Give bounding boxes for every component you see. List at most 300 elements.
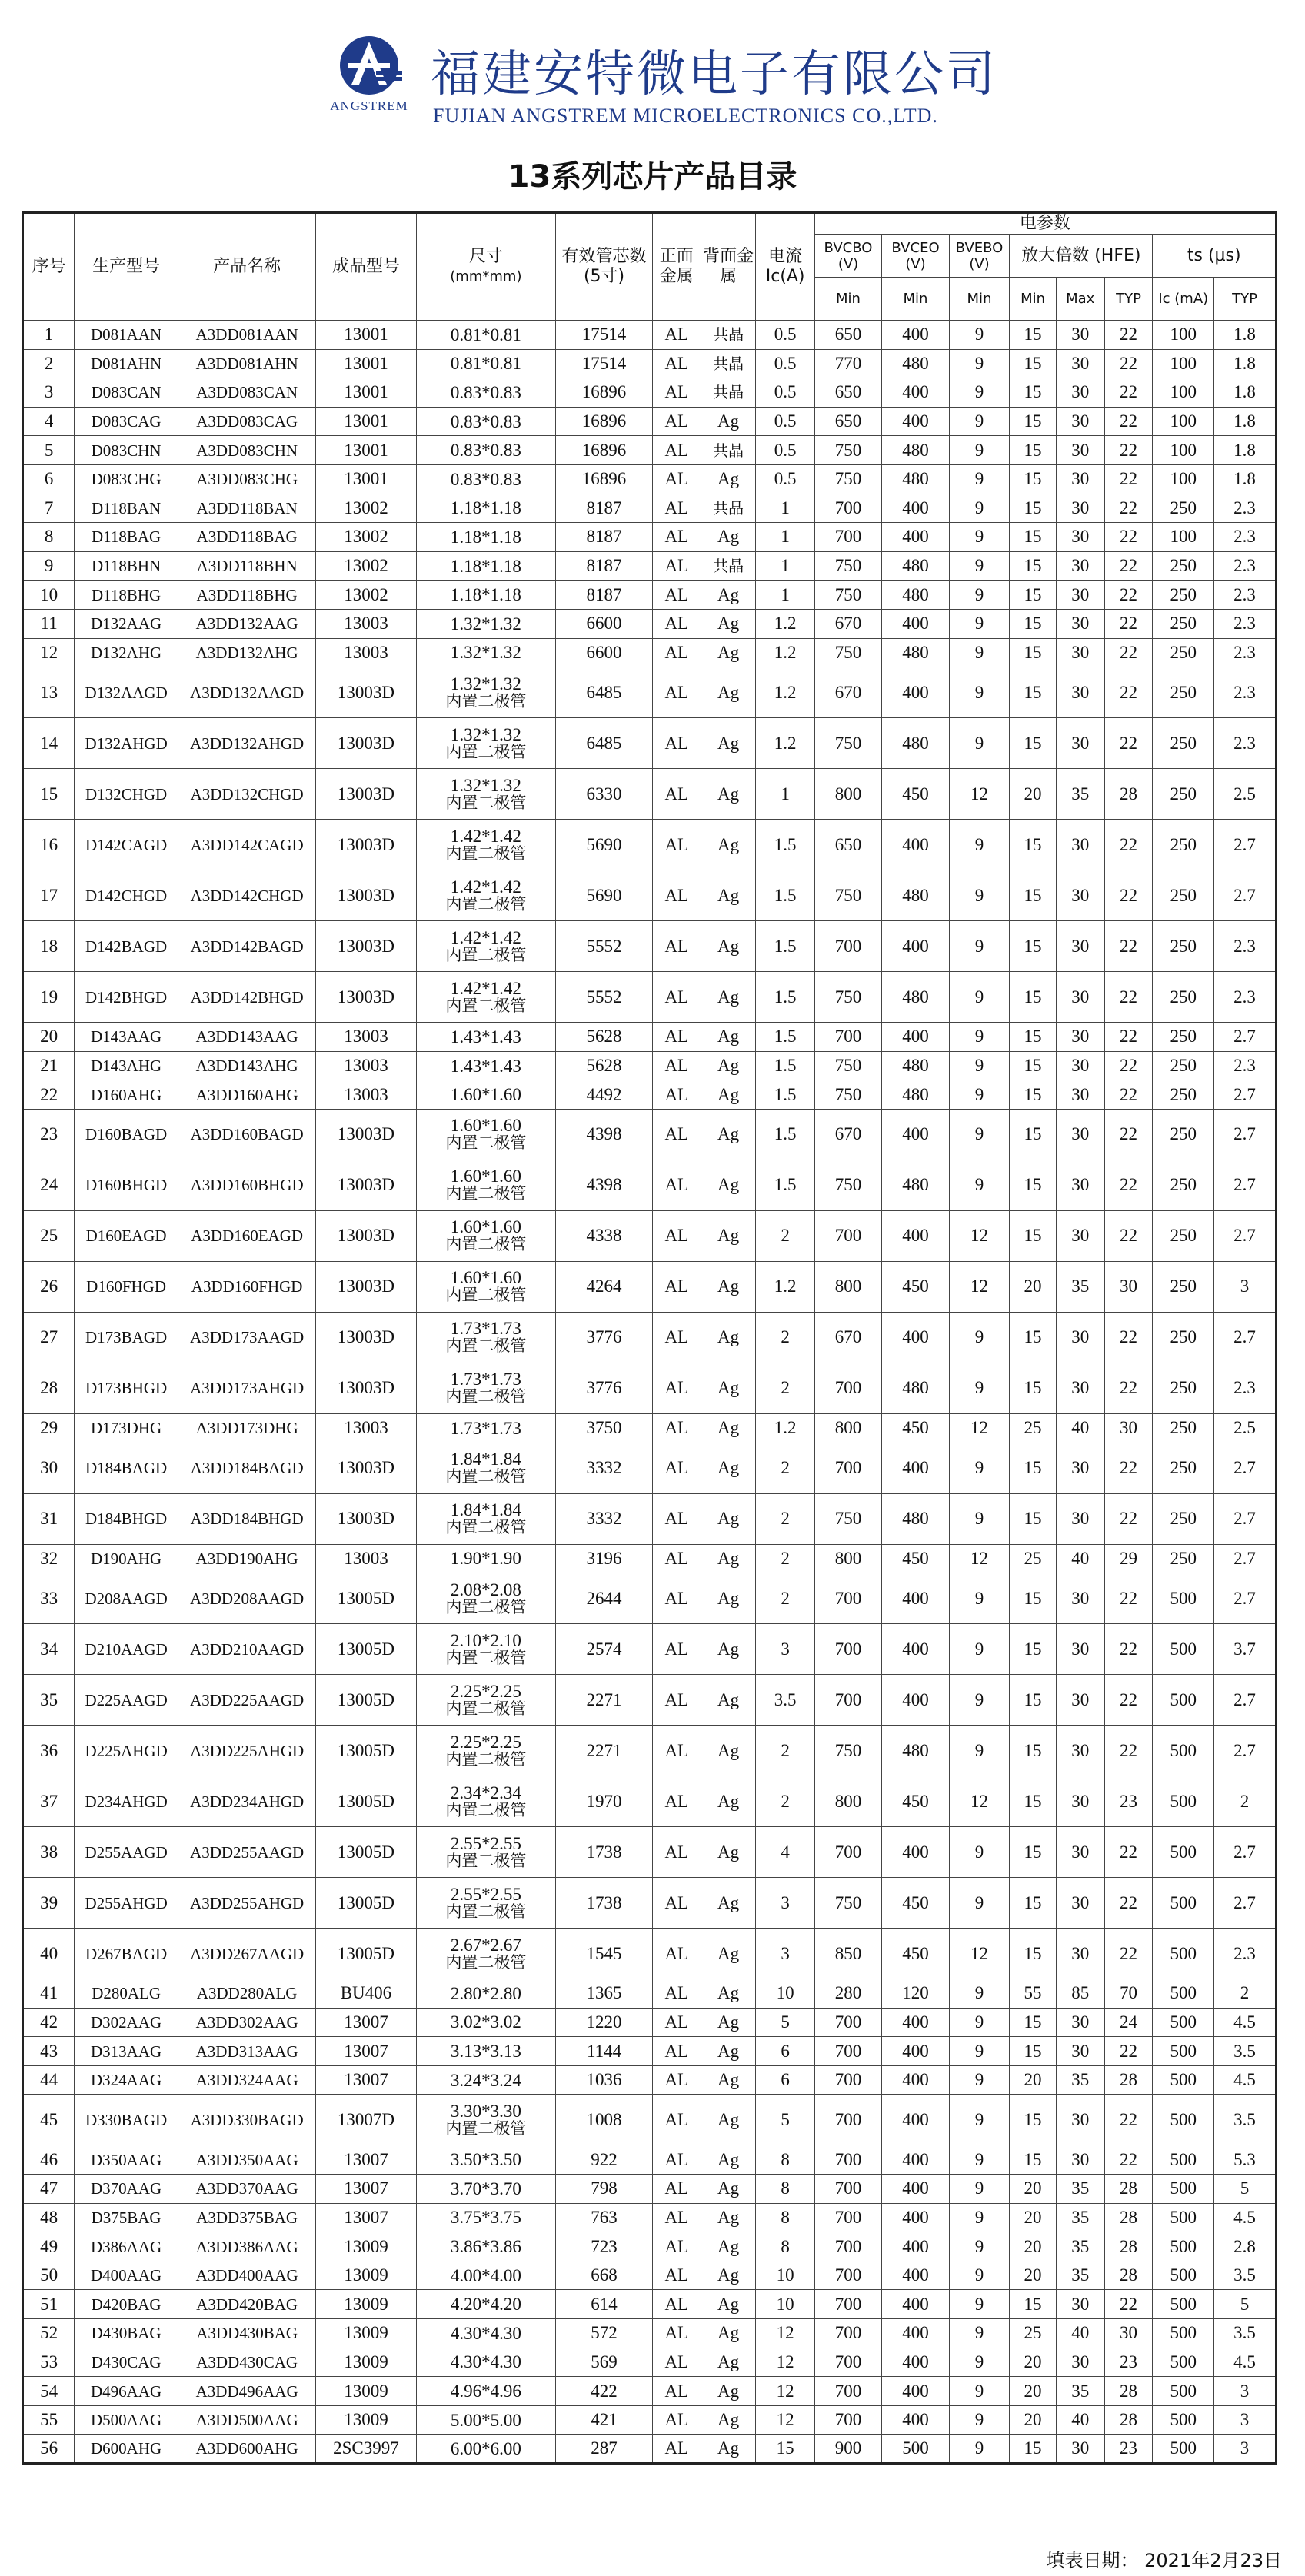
cell-current: 0.5 (756, 436, 814, 465)
cell-seq: 8 (23, 523, 75, 552)
cell-bvebo: 12 (949, 1210, 1010, 1261)
cell-front-metal: AL (652, 378, 701, 408)
cell-bvcbo: 750 (814, 972, 882, 1023)
cell-size (416, 1051, 556, 1080)
cell-seq: 49 (23, 2232, 75, 2261)
table-row (23, 2095, 1277, 2145)
fill-date: 填表日期： 2021年2月23日 (1046, 2550, 1282, 2571)
cell-size (416, 2348, 556, 2377)
cell-product-name: A3DD280ALG (178, 1979, 315, 2009)
cell-ts-ic: 100 (1153, 407, 1214, 436)
cell-bvceo: 400 (882, 921, 950, 972)
cell-hfe-min: 20 (1010, 1261, 1057, 1312)
size-note: 内置二极管 (445, 1336, 527, 1356)
cell-die-count: 5628 (556, 1023, 653, 1052)
cell-finished-model: 13003D (316, 870, 416, 921)
cell-finished-model: 13007 (316, 2065, 416, 2095)
cell-prod-model: D280ALG (75, 1979, 178, 2009)
cell-product-name: A3DD173DHG (178, 1413, 315, 1443)
cell-bvcbo: 700 (814, 2008, 882, 2037)
cell-finished-model: 13003 (316, 1080, 416, 1110)
cell-hfe-typ: 22 (1104, 609, 1153, 638)
cell-die-count: 1144 (556, 2037, 653, 2066)
cell-hfe-min: 15 (1010, 972, 1057, 1023)
cell-bvebo: 12 (949, 1261, 1010, 1312)
cell-hfe-min: 15 (1010, 609, 1057, 638)
header-dies-label: 有效管芯数 (561, 247, 647, 266)
cell-die-count: 3776 (556, 1363, 653, 1413)
cell-die-count: 422 (556, 2377, 653, 2406)
cell-finished-model: 13003D (316, 1210, 416, 1261)
cell-back-metal: Ag (701, 2319, 756, 2348)
cell-product-name: A3DD160BHGD (178, 1160, 315, 1210)
cell-finished-model: 13007 (316, 2037, 416, 2066)
header-front: 正面金属 (652, 213, 701, 321)
cell-ts-ic: 100 (1153, 378, 1214, 408)
cell-hfe-max: 30 (1056, 921, 1104, 972)
cell-die-count: 5690 (556, 820, 653, 870)
cell-size (416, 1827, 556, 1878)
size-note: 内置二极管 (445, 1235, 527, 1254)
cell-hfe-min: 15 (1010, 1878, 1057, 1929)
cell-product-name: A3DD324AAG (178, 2065, 315, 2095)
cell-hfe-typ: 22 (1104, 1675, 1153, 1726)
cell-hfe-max: 30 (1056, 972, 1104, 1023)
cell-back-metal: Ag (701, 523, 756, 552)
cell-bvceo: 480 (882, 349, 950, 378)
cell-seq: 2 (23, 349, 75, 378)
cell-size (416, 1979, 556, 2009)
header-min: Min (1010, 278, 1057, 321)
cell-hfe-min: 15 (1010, 718, 1057, 769)
cell-ts-ic: 500 (1153, 2065, 1214, 2095)
cell-finished-model: 13009 (316, 2232, 416, 2261)
cell-bvebo: 9 (949, 2065, 1010, 2095)
cell-product-name: A3DD118BAN (178, 494, 315, 523)
cell-prod-model: D430BAG (75, 2319, 178, 2348)
cell-ts-ic: 500 (1153, 2377, 1214, 2406)
cell-bvebo: 9 (949, 2145, 1010, 2175)
table-row (23, 1544, 1277, 1573)
size-value: 1.42*1.42 (450, 927, 521, 947)
cell-hfe-max: 30 (1056, 1827, 1104, 1878)
cell-hfe-max: 30 (1056, 321, 1104, 350)
cell-hfe-max: 30 (1056, 551, 1104, 581)
cell-bvceo: 400 (882, 2145, 950, 2175)
cell-hfe-typ: 22 (1104, 436, 1153, 465)
cell-front-metal: AL (652, 1261, 701, 1312)
cell-size (416, 1726, 556, 1776)
cell-bvcbo: 750 (814, 581, 882, 610)
cell-bvceo: 500 (882, 2435, 950, 2464)
cell-hfe-max: 35 (1056, 769, 1104, 820)
cell-front-metal: AL (652, 2405, 701, 2435)
cell-hfe-min: 15 (1010, 1109, 1057, 1160)
cell-prod-model: D132AAGD (75, 667, 178, 718)
cell-ts-ic: 250 (1153, 1210, 1214, 1261)
table-row (23, 1493, 1277, 1544)
size-value: 1.18*1.18 (450, 556, 521, 576)
cell-prod-model: D173BHGD (75, 1363, 178, 1413)
cell-bvebo: 9 (949, 1878, 1010, 1929)
cell-finished-model: 13003D (316, 1363, 416, 1413)
cell-ts-typ: 2.5 (1214, 1413, 1277, 1443)
cell-die-count: 8187 (556, 523, 653, 552)
header-min: Min (814, 278, 882, 321)
cell-product-name: A3DD430CAG (178, 2348, 315, 2377)
cell-hfe-min: 15 (1010, 1929, 1057, 1979)
cell-product-name: A3DD600AHG (178, 2435, 315, 2464)
cell-product-name: A3DD132AAG (178, 609, 315, 638)
header-size-label: 尺寸 (468, 247, 503, 266)
logo-text: ANGSTREM (330, 98, 408, 113)
cell-hfe-min: 15 (1010, 1023, 1057, 1052)
cell-die-count: 614 (556, 2290, 653, 2319)
cell-front-metal: AL (652, 1413, 701, 1443)
cell-seq: 44 (23, 2065, 75, 2095)
cell-product-name: A3DD132CHGD (178, 769, 315, 820)
cell-front-metal: AL (652, 1544, 701, 1573)
table-header (23, 213, 1277, 321)
header-typ: TYP (1104, 278, 1153, 321)
table-row (23, 2435, 1277, 2464)
cell-ts-ic: 250 (1153, 1023, 1214, 1052)
cell-bvceo: 480 (882, 1493, 950, 1544)
cell-die-count: 1545 (556, 1929, 653, 1979)
cell-bvebo: 9 (949, 2435, 1010, 2464)
cell-current: 1.5 (756, 1109, 814, 1160)
cell-bvebo: 12 (949, 1776, 1010, 1827)
cell-back-metal: Ag (701, 1023, 756, 1052)
cell-bvebo: 9 (949, 2232, 1010, 2261)
cell-bvcbo: 800 (814, 1261, 882, 1312)
cell-finished-model: 13003D (316, 820, 416, 870)
cell-finished-model: 13005D (316, 1776, 416, 1827)
cell-ts-ic: 500 (1153, 2261, 1214, 2290)
cell-back-metal: Ag (701, 2065, 756, 2095)
cell-hfe-typ: 28 (1104, 2232, 1153, 2261)
cell-current: 12 (756, 2319, 814, 2348)
cell-current: 10 (756, 1979, 814, 2009)
cell-ts-typ: 2.3 (1214, 921, 1277, 972)
size-note: 内置二极管 (445, 844, 527, 863)
size-note: 内置二极管 (445, 1851, 527, 1870)
cell-hfe-min: 20 (1010, 2232, 1057, 2261)
cell-bvcbo: 770 (814, 349, 882, 378)
cell-ts-typ: 2.7 (1214, 1878, 1277, 1929)
size-value: 0.83*0.83 (450, 411, 521, 431)
cell-die-count: 5552 (556, 921, 653, 972)
cell-hfe-min: 15 (1010, 870, 1057, 921)
cell-prod-model: D132AHG (75, 638, 178, 667)
cell-ts-typ: 2.7 (1214, 870, 1277, 921)
cell-ts-typ: 2.7 (1214, 820, 1277, 870)
cell-prod-model: D255AHGD (75, 1878, 178, 1929)
cell-prod-model: D400AAG (75, 2261, 178, 2290)
cell-hfe-min: 20 (1010, 2175, 1057, 2204)
cell-current: 10 (756, 2290, 814, 2319)
cell-prod-model: D225AAGD (75, 1675, 178, 1726)
cell-finished-model: 13001 (316, 321, 416, 350)
cell-bvcbo: 700 (814, 1827, 882, 1878)
table-row (23, 2290, 1277, 2319)
cell-bvcbo: 650 (814, 820, 882, 870)
cell-bvebo: 9 (949, 1051, 1010, 1080)
cell-ts-ic: 500 (1153, 2290, 1214, 2319)
cell-ts-typ: 2.7 (1214, 1160, 1277, 1210)
cell-bvcbo: 700 (814, 523, 882, 552)
cell-back-metal: Ag (701, 1929, 756, 1979)
cell-hfe-typ: 22 (1104, 1929, 1153, 1979)
cell-ts-ic: 250 (1153, 1443, 1214, 1493)
cell-size (416, 349, 556, 378)
cell-bvebo: 9 (949, 870, 1010, 921)
cell-product-name: A3DD081AHN (178, 349, 315, 378)
cell-hfe-typ: 24 (1104, 2008, 1153, 2037)
cell-prod-model: D330BAGD (75, 2095, 178, 2145)
cell-finished-model: 13003D (316, 718, 416, 769)
cell-hfe-typ: 22 (1104, 2145, 1153, 2175)
cell-bvceo: 400 (882, 1312, 950, 1363)
cell-die-count: 6485 (556, 718, 653, 769)
cell-size (416, 638, 556, 667)
cell-finished-model: 13005D (316, 1929, 416, 1979)
cell-hfe-typ: 30 (1104, 2319, 1153, 2348)
cell-prod-model: D420BAG (75, 2290, 178, 2319)
size-value: 1.42*1.42 (450, 826, 521, 846)
cell-bvcbo: 700 (814, 1573, 882, 1624)
cell-bvcbo: 650 (814, 321, 882, 350)
cell-current: 8 (756, 2232, 814, 2261)
cell-hfe-typ: 22 (1104, 523, 1153, 552)
cell-bvceo: 400 (882, 1109, 950, 1160)
cell-front-metal: AL (652, 769, 701, 820)
size-value: 5.00*5.00 (450, 2410, 521, 2430)
cell-front-metal: AL (652, 1443, 701, 1493)
cell-size (416, 1929, 556, 1979)
cell-finished-model: 13003 (316, 1413, 416, 1443)
cell-bvceo: 450 (882, 1878, 950, 1929)
cell-seq: 23 (23, 1109, 75, 1160)
cell-ts-typ: 3.5 (1214, 2037, 1277, 2066)
cell-back-metal: Ag (701, 2037, 756, 2066)
cell-size (416, 378, 556, 408)
cell-die-count: 668 (556, 2261, 653, 2290)
cell-die-count: 1008 (556, 2095, 653, 2145)
cell-bvceo: 400 (882, 2203, 950, 2232)
cell-die-count: 6600 (556, 638, 653, 667)
cell-finished-model: 13009 (316, 2290, 416, 2319)
cell-hfe-typ: 28 (1104, 2175, 1153, 2204)
table-row (23, 1776, 1277, 1827)
size-value: 0.81*0.81 (450, 324, 521, 344)
cell-size (416, 1312, 556, 1363)
table-row (23, 464, 1277, 494)
cell-die-count: 2644 (556, 1573, 653, 1624)
cell-hfe-max: 40 (1056, 1413, 1104, 1443)
size-note: 内置二极管 (445, 1952, 527, 1972)
cell-hfe-min: 15 (1010, 1210, 1057, 1261)
cell-die-count: 1738 (556, 1878, 653, 1929)
cell-hfe-typ: 22 (1104, 464, 1153, 494)
cell-ts-ic: 500 (1153, 1726, 1214, 1776)
cell-front-metal: AL (652, 321, 701, 350)
cell-die-count: 3332 (556, 1493, 653, 1544)
cell-size (416, 551, 556, 581)
cell-hfe-min: 15 (1010, 921, 1057, 972)
cell-current: 3.5 (756, 1675, 814, 1726)
cell-hfe-min: 15 (1010, 1080, 1057, 1110)
cell-product-name: A3DD386AAG (178, 2232, 315, 2261)
cell-bvcbo: 650 (814, 378, 882, 408)
cell-prod-model: D118BHG (75, 581, 178, 610)
cell-seq: 55 (23, 2405, 75, 2435)
cell-hfe-min: 20 (1010, 2065, 1057, 2095)
table-row (23, 321, 1277, 350)
header-prod-model: 生产型号 (75, 213, 178, 321)
cell-ts-typ: 2.7 (1214, 1493, 1277, 1544)
cell-prod-model: D190AHG (75, 1544, 178, 1573)
cell-bvcbo: 700 (814, 2203, 882, 2232)
cell-size (416, 464, 556, 494)
cell-bvceo: 400 (882, 1675, 950, 1726)
cell-back-metal: Ag (701, 921, 756, 972)
cell-bvebo: 9 (949, 551, 1010, 581)
cell-hfe-typ: 22 (1104, 1080, 1153, 1110)
cell-product-name: A3DD225AHGD (178, 1726, 315, 1776)
cell-bvceo: 480 (882, 436, 950, 465)
cell-bvcbo: 700 (814, 2377, 882, 2406)
cell-back-metal: Ag (701, 464, 756, 494)
cell-bvebo: 9 (949, 321, 1010, 350)
cell-finished-model: 13003D (316, 921, 416, 972)
cell-bvcbo: 750 (814, 1051, 882, 1080)
cell-current: 1.2 (756, 1261, 814, 1312)
cell-back-metal: Ag (701, 1443, 756, 1493)
table-row (23, 1080, 1277, 1110)
header-dies-unit: (5寸) (583, 267, 625, 286)
cell-product-name: A3DD160EAGD (178, 1210, 315, 1261)
cell-finished-model: 13003D (316, 769, 416, 820)
cell-hfe-max: 30 (1056, 2290, 1104, 2319)
cell-bvceo: 400 (882, 523, 950, 552)
cell-back-metal: Ag (701, 1878, 756, 1929)
cell-bvceo: 480 (882, 1051, 950, 1080)
cell-bvceo: 480 (882, 638, 950, 667)
cell-ts-typ: 1.8 (1214, 321, 1277, 350)
cell-prod-model: D142CHGD (75, 870, 178, 921)
cell-size (416, 2037, 556, 2066)
cell-bvcbo: 700 (814, 2405, 882, 2435)
cell-size (416, 820, 556, 870)
cell-bvceo: 450 (882, 1929, 950, 1979)
cell-bvcbo: 700 (814, 2037, 882, 2066)
cell-hfe-min: 25 (1010, 2319, 1057, 2348)
cell-seq: 24 (23, 1160, 75, 1210)
cell-size (416, 2008, 556, 2037)
cell-seq: 13 (23, 667, 75, 718)
cell-ts-ic: 250 (1153, 551, 1214, 581)
cell-front-metal: AL (652, 349, 701, 378)
cell-front-metal: AL (652, 1080, 701, 1110)
table-row (23, 921, 1277, 972)
cell-hfe-typ: 22 (1104, 1051, 1153, 1080)
cell-seq: 37 (23, 1776, 75, 1827)
cell-bvceo: 400 (882, 1210, 950, 1261)
cell-prod-model: D142BAGD (75, 921, 178, 972)
cell-current: 8 (756, 2203, 814, 2232)
size-note: 内置二极管 (445, 945, 527, 964)
cell-front-metal: AL (652, 2290, 701, 2319)
cell-hfe-min: 15 (1010, 523, 1057, 552)
cell-hfe-max: 35 (1056, 2175, 1104, 2204)
cell-seq: 28 (23, 1363, 75, 1413)
table-row (23, 436, 1277, 465)
table-row (23, 2145, 1277, 2175)
cell-hfe-typ: 70 (1104, 1979, 1153, 2009)
table-row (23, 551, 1277, 581)
cell-size (416, 1573, 556, 1624)
cell-front-metal: AL (652, 1160, 701, 1210)
cell-bvebo: 12 (949, 769, 1010, 820)
cell-bvcbo: 280 (814, 1979, 882, 2009)
cell-prod-model: D600AHG (75, 2435, 178, 2464)
cell-seq: 46 (23, 2145, 75, 2175)
size-value: 1.32*1.32 (450, 614, 521, 634)
cell-hfe-typ: 22 (1104, 581, 1153, 610)
cell-seq: 52 (23, 2319, 75, 2348)
cell-seq: 39 (23, 1878, 75, 1929)
cell-back-metal: Ag (701, 2008, 756, 2037)
table-row (23, 718, 1277, 769)
table-body (23, 321, 1277, 2464)
cell-seq: 43 (23, 2037, 75, 2066)
cell-ts-ic: 250 (1153, 1080, 1214, 1110)
cell-bvcbo: 800 (814, 1413, 882, 1443)
cell-current: 1.2 (756, 667, 814, 718)
cell-hfe-max: 30 (1056, 2037, 1104, 2066)
cell-hfe-typ: 22 (1104, 551, 1153, 581)
cell-finished-model: 13003D (316, 1160, 416, 1210)
cell-die-count: 569 (556, 2348, 653, 2377)
cell-bvebo: 9 (949, 1080, 1010, 1110)
cell-product-name: A3DD160FHGD (178, 1261, 315, 1312)
header-max: Max (1056, 278, 1104, 321)
cell-front-metal: AL (652, 1573, 701, 1624)
cell-bvceo: 400 (882, 2405, 950, 2435)
cell-back-metal: Ag (701, 581, 756, 610)
cell-product-name: A3DD400AAG (178, 2261, 315, 2290)
cell-ts-typ: 2.7 (1214, 1573, 1277, 1624)
cell-seq: 26 (23, 1261, 75, 1312)
cell-finished-model: 13002 (316, 523, 416, 552)
cell-hfe-typ: 22 (1104, 349, 1153, 378)
cell-hfe-max: 30 (1056, 1726, 1104, 1776)
cell-prod-model: D375BAG (75, 2203, 178, 2232)
cell-ts-ic: 500 (1153, 2435, 1214, 2464)
cell-size (416, 2145, 556, 2175)
cell-seq: 15 (23, 769, 75, 820)
cell-front-metal: AL (652, 1109, 701, 1160)
size-note: 内置二极管 (445, 742, 527, 761)
cell-current: 1.5 (756, 921, 814, 972)
cell-seq: 1 (23, 321, 75, 350)
table-row (23, 2008, 1277, 2037)
cell-prod-model: D173BAGD (75, 1312, 178, 1363)
cell-hfe-max: 30 (1056, 1493, 1104, 1544)
cell-bvceo: 400 (882, 2008, 950, 2037)
table-row (23, 609, 1277, 638)
